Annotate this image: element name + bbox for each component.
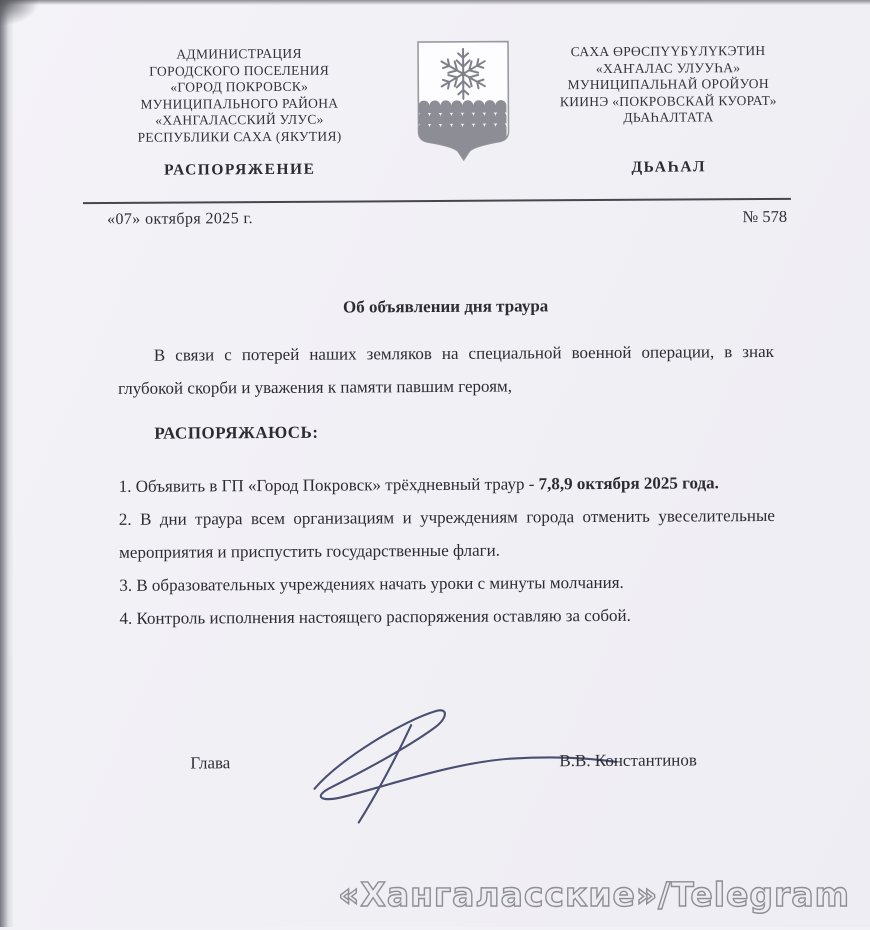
- watermark-text: «Хангаласские»/Telegram: [338, 875, 850, 914]
- order-item-2-text: 2. В дни траура всем организациям и учреждениям города отменить увеселительные мероприятия и приспустить государственные флаги.: [118, 505, 775, 562]
- org-line: ДЬАҺАЛТАТА: [623, 109, 714, 125]
- meta-row: [83, 207, 791, 241]
- scan-edge-top: [0, 0, 870, 5]
- org-line: МУНИЦИПАЛЬНАЙ ОРОЙУОН: [567, 75, 769, 93]
- org-line: КИИНЭ «ПОКРОВСКАЙ КУОРАТ»: [559, 92, 777, 109]
- order-item-1-bold: 7,8,9 октября 2025 года.: [538, 473, 719, 494]
- document-number: № 578: [742, 206, 788, 227]
- signatory-name: В.В. Константинов: [559, 750, 697, 771]
- header-divider-line: [83, 198, 791, 204]
- document-date: «07» октября 2025 г.: [107, 210, 254, 229]
- order-item-4: [119, 598, 775, 635]
- org-line: «ХАҤАЛАС УЛУУҺА»: [595, 59, 741, 76]
- org-line: «ХАНГАЛАССКИЙ УЛУС»: [155, 111, 324, 128]
- header-org-russian: [110, 45, 369, 146]
- order-item-1: [119, 466, 775, 503]
- header-org-sakha: [541, 43, 795, 127]
- order-item-2: [119, 499, 775, 569]
- org-line: РЕСПУБЛИКИ САХА (ЯКУТИЯ): [137, 128, 342, 145]
- document-body: [118, 288, 776, 635]
- org-line: МУНИЦИПАЛЬНОГО РАЙОНА: [140, 95, 339, 112]
- order-item-3: [119, 565, 775, 602]
- preamble-paragraph: В связи с потерей наших земляков на специальной военной операции, в знак глубокой скорби и уважения к памяти павшим героям,: [118, 341, 774, 398]
- org-line: «ГОРОД ПОКРОВСК»: [170, 78, 309, 95]
- org-line: ГОРОДСКОГО ПОСЕЛЕНИЯ: [149, 62, 330, 79]
- doc-type-russian: РАСПОРЯЖЕНИЕ: [164, 160, 316, 179]
- order-word: РАСПОРЯЖАЮСЬ:: [154, 422, 319, 443]
- scan-edge-left: [0, 0, 14, 927]
- signatory-position: Глава: [190, 753, 231, 773]
- doc-type-sakha: ДЬАҺАЛ: [631, 158, 707, 176]
- order-item-3-text: 3. В образовательных учреждениях начать уроки с минуты молчания.: [119, 572, 624, 595]
- org-line: САХА ӨРӨСПҮҮБҮЛҮКЭТИН: [570, 42, 766, 60]
- document-title: Об объявлении дня траура: [342, 296, 549, 317]
- order-item-4-text: 4. Контроль исполнения настоящего распоряжения оставляю за собой.: [119, 605, 631, 628]
- coat-of-arms-icon: [416, 40, 511, 165]
- scan-edge-corner: [0, 0, 40, 26]
- org-line: АДМИНИСТРАЦИЯ: [176, 45, 302, 62]
- order-item-1-text: 1. Объявить в ГП «Город Покровск» трёхдневный траур -: [118, 474, 539, 496]
